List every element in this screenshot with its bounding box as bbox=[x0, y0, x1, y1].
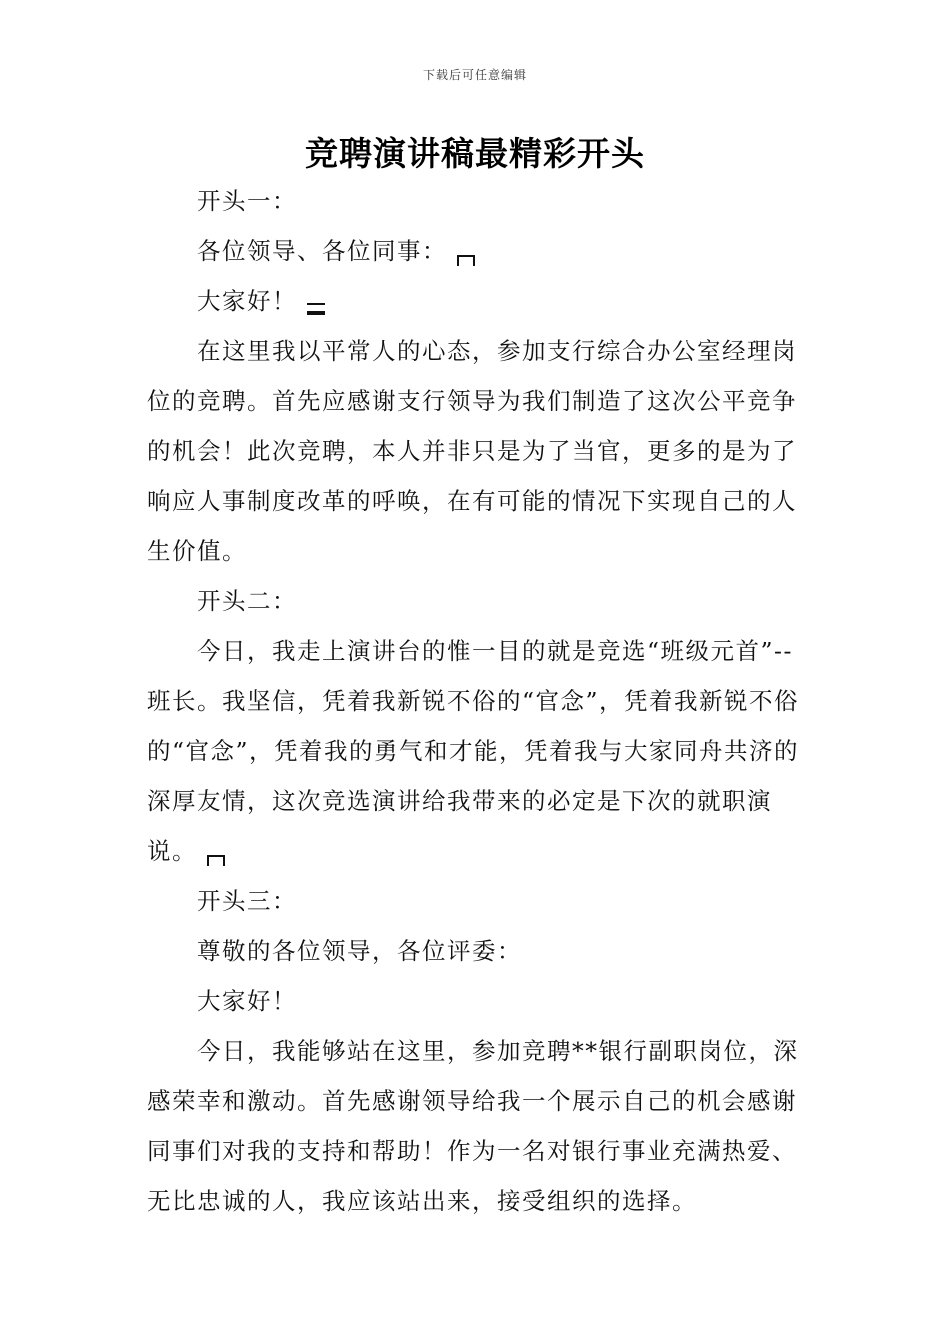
paragraph bbox=[147, 176, 811, 226]
paragraph bbox=[147, 326, 811, 576]
paragraph bbox=[147, 276, 811, 326]
header-note: 下载后可任意编辑 bbox=[422, 68, 527, 82]
paragraph-text: 开头三： bbox=[197, 887, 297, 915]
paragraph bbox=[147, 976, 811, 1026]
paragraph-text: 大家好！ bbox=[197, 287, 297, 315]
bracket-mark-icon bbox=[205, 851, 227, 865]
paragraph bbox=[147, 226, 811, 276]
paragraph-text: 开头二： bbox=[197, 587, 297, 615]
paragraph-text: 今日，我走上演讲台的惟一目的就是竞选“班级元首”--班长。我坚信，凭着我新锐不俗的“官念”，凭着我新锐不俗的“官念”，凭着我的勇气和才能，凭着我与大家同舟共济的深厚友情，这次竞选演讲给我带来的必定是下次的就职演说。 bbox=[147, 637, 800, 865]
paragraph-text: 今日，我能够站在这里，参加竞聘**银行副职岗位，深感荣幸和激动。首先感谢领导给我一个展示自己的机会感谢同事们对我的支持和帮助！作为一名对银行事业充满热爱、无比忠诚的人，我应该站出来，接受组织的选择。 bbox=[147, 1037, 799, 1215]
paragraph-text: 大家好！ bbox=[197, 987, 297, 1015]
paragraph-text: 各位领导、各位同事： bbox=[197, 237, 447, 265]
document-body bbox=[147, 176, 811, 1226]
paragraph bbox=[147, 926, 811, 976]
paragraph bbox=[147, 576, 811, 626]
paragraph bbox=[147, 1026, 811, 1226]
paragraph-text: 在这里我以平常人的心态，参加支行综合办公室经理岗位的竞聘。首先应感谢支行领导为我们制造了这次公平竞争的机会！此次竞聘，本人并非只是为了当官，更多的是为了响应人事制度改革的呼唤，在有可能的情况下实现自己的人生价值。 bbox=[147, 337, 797, 565]
paragraph-text: 尊敬的各位领导，各位评委： bbox=[197, 937, 522, 965]
paragraph bbox=[147, 626, 811, 876]
paragraph-text: 开头一： bbox=[197, 187, 297, 215]
bracket-mark-icon bbox=[455, 251, 477, 265]
equals-mark-icon bbox=[305, 301, 327, 315]
paragraph bbox=[147, 876, 811, 926]
document-title: 竞聘演讲稿最精彩开头 bbox=[305, 134, 645, 173]
